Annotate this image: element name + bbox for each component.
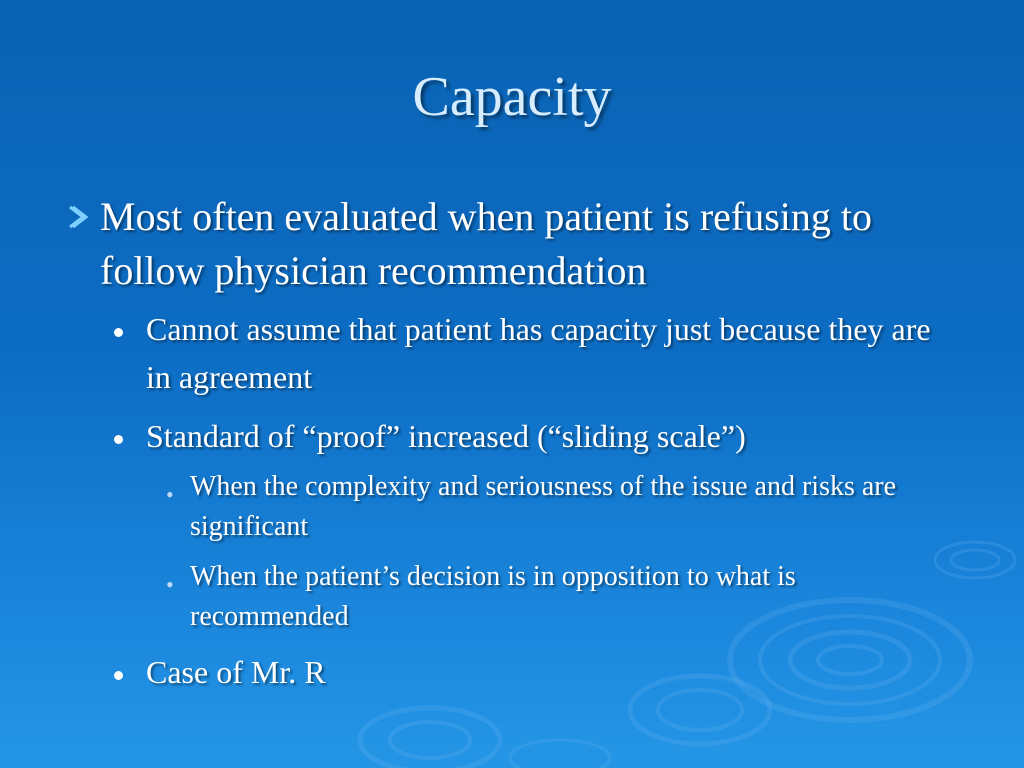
bullet-text: When the complexity and seriousness of the issue and risks are significant bbox=[190, 471, 897, 542]
slide-title: Capacity bbox=[412, 66, 612, 128]
arrow-bullet-icon bbox=[64, 204, 90, 230]
bullet-item-level2 bbox=[146, 412, 946, 460]
bullet-item-level3 bbox=[166, 557, 950, 637]
bullet-item-level2 bbox=[146, 305, 946, 401]
bullet-text: Standard of “proof” increased (“sliding scale”) bbox=[146, 418, 746, 454]
bullet-text: Cannot assume that patient has capacity just because they are in agreement bbox=[146, 311, 931, 395]
dot-bullet-icon: • bbox=[166, 572, 174, 597]
round-bullet-icon bbox=[114, 435, 123, 444]
round-bullet-icon bbox=[114, 328, 123, 337]
bullet-item-level2 bbox=[146, 648, 946, 696]
dot-bullet-icon: • bbox=[166, 482, 174, 507]
bullet-text: When the patient’s decision is in opposition to what is recommended bbox=[190, 561, 796, 632]
bullet-text: Case of Mr. R bbox=[146, 654, 326, 690]
bullet-item-level1 bbox=[100, 190, 980, 298]
bullet-text: Most often evaluated when patient is refusing to follow physician recommendation bbox=[100, 194, 873, 293]
round-bullet-icon bbox=[114, 671, 123, 680]
bullet-item-level3 bbox=[166, 467, 950, 547]
